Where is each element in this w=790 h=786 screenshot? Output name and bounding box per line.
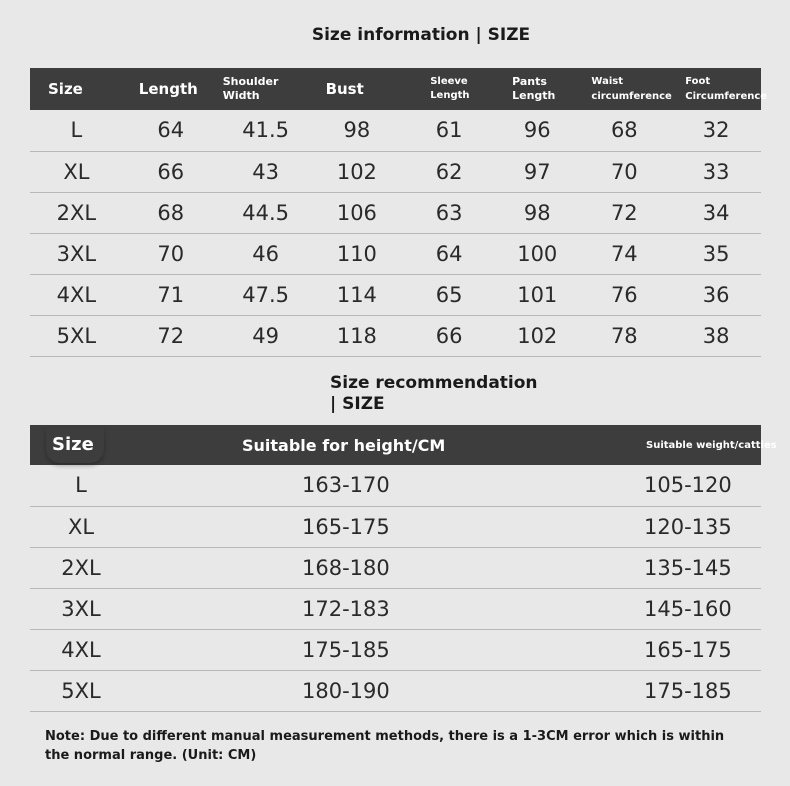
- bust-cell: 98: [313, 110, 402, 151]
- shoulder-width-cell: 46: [219, 233, 313, 274]
- foot-cell: 35: [671, 233, 761, 274]
- size-cell: 4XL: [30, 274, 123, 315]
- size-cell: L: [30, 110, 123, 151]
- size-info-table: [30, 68, 768, 357]
- length-cell: 70: [123, 233, 219, 274]
- foot-cell: 34: [671, 192, 761, 233]
- size-cell: 5XL: [30, 670, 132, 711]
- size-cell: 3XL: [30, 588, 132, 629]
- table-row: [30, 315, 761, 356]
- pants-length-cell: 100: [497, 233, 577, 274]
- shoulder-width-cell: 43: [219, 151, 313, 192]
- sleeve-length-cell: 64: [401, 233, 497, 274]
- bust-cell: 110: [313, 233, 402, 274]
- size-cell: 4XL: [30, 629, 132, 670]
- shoulder-width-cell: 47.5: [219, 274, 313, 315]
- table-row: [30, 274, 761, 315]
- header-foot-circumference: Foot Circumference: [671, 68, 761, 110]
- weight-cell: 135-145: [546, 547, 761, 588]
- height-cell: 165-175: [132, 506, 546, 547]
- table-row: [30, 233, 761, 274]
- table-row: [30, 192, 761, 233]
- foot-cell: 38: [671, 315, 761, 356]
- foot-cell: 36: [671, 274, 761, 315]
- header-length: Length: [123, 68, 219, 110]
- table-row: [30, 110, 761, 151]
- waist-cell: 74: [577, 233, 671, 274]
- measurement-note: Note: Due to different manual measurement methods, there is a 1-3CM error which is within the normal range. (Unit: CM): [45, 729, 725, 763]
- length-cell: 64: [123, 110, 219, 151]
- size-rec-table: [30, 425, 777, 712]
- waist-cell: 70: [577, 151, 671, 192]
- table-row: [30, 151, 761, 192]
- size-rec-title-line2: | SIZE: [330, 394, 385, 414]
- sleeve-length-cell: 66: [401, 315, 497, 356]
- header-size: Size: [30, 68, 123, 110]
- weight-cell: 165-175: [546, 629, 761, 670]
- rec-header-height: Suitable for height/CM: [132, 425, 546, 465]
- waist-cell: 76: [577, 274, 671, 315]
- table-row: [30, 670, 761, 711]
- length-cell: 66: [123, 151, 219, 192]
- bust-cell: 114: [313, 274, 402, 315]
- pants-length-cell: 101: [497, 274, 577, 315]
- shoulder-width-cell: 41.5: [219, 110, 313, 151]
- sleeve-length-cell: 65: [401, 274, 497, 315]
- waist-cell: 68: [577, 110, 671, 151]
- table-row: [30, 465, 761, 506]
- size-rec-header-row: [30, 425, 761, 465]
- bust-cell: 102: [313, 151, 402, 192]
- size-cell: 5XL: [30, 315, 123, 356]
- length-cell: 68: [123, 192, 219, 233]
- size-cell: XL: [30, 506, 132, 547]
- foot-cell: 32: [671, 110, 761, 151]
- table-row: [30, 588, 761, 629]
- pants-length-cell: 98: [497, 192, 577, 233]
- pants-length-cell: 96: [497, 110, 577, 151]
- pants-length-cell: 97: [497, 151, 577, 192]
- size-cell: 2XL: [30, 192, 123, 233]
- header-pants-length: Pants Length: [497, 68, 577, 110]
- waist-cell: 78: [577, 315, 671, 356]
- rec-header-weight: Suitable weight/catties: [546, 425, 761, 465]
- weight-cell: 175-185: [546, 670, 761, 711]
- height-cell: 172-183: [132, 588, 546, 629]
- sleeve-length-cell: 63: [401, 192, 497, 233]
- pants-length-cell: 102: [497, 315, 577, 356]
- header-sleeve-length: Sleeve Length: [401, 68, 497, 110]
- length-cell: 72: [123, 315, 219, 356]
- shoulder-width-cell: 49: [219, 315, 313, 356]
- foot-cell: 33: [671, 151, 761, 192]
- header-shoulder-width: Shoulder Width: [219, 68, 313, 110]
- size-cell: XL: [30, 151, 123, 192]
- height-cell: 180-190: [132, 670, 546, 711]
- rec-header-size: Size: [30, 425, 132, 465]
- weight-cell: 120-135: [546, 506, 761, 547]
- length-cell: 71: [123, 274, 219, 315]
- size-info-title: Size information | SIZE: [311, 25, 531, 45]
- height-cell: 163-170: [132, 465, 546, 506]
- size-cell: 2XL: [30, 547, 132, 588]
- header-bust: Bust: [313, 68, 402, 110]
- shoulder-width-cell: 44.5: [219, 192, 313, 233]
- height-cell: 175-185: [132, 629, 546, 670]
- height-cell: 168-180: [132, 547, 546, 588]
- weight-cell: 145-160: [546, 588, 761, 629]
- table-row: [30, 629, 761, 670]
- bust-cell: 118: [313, 315, 402, 356]
- size-rec-title: [330, 373, 560, 415]
- waist-cell: 72: [577, 192, 671, 233]
- sleeve-length-cell: 61: [401, 110, 497, 151]
- weight-cell: 105-120: [546, 465, 761, 506]
- size-cell: 3XL: [30, 233, 123, 274]
- table-row: [30, 547, 761, 588]
- size-info-header-row: [30, 68, 761, 110]
- size-cell: L: [30, 465, 132, 506]
- sleeve-length-cell: 62: [401, 151, 497, 192]
- size-rec-title-line1: Size recommendation: [330, 373, 538, 393]
- table-row: [30, 506, 761, 547]
- bust-cell: 106: [313, 192, 402, 233]
- header-waist-circumference: Waist circumference: [577, 68, 671, 110]
